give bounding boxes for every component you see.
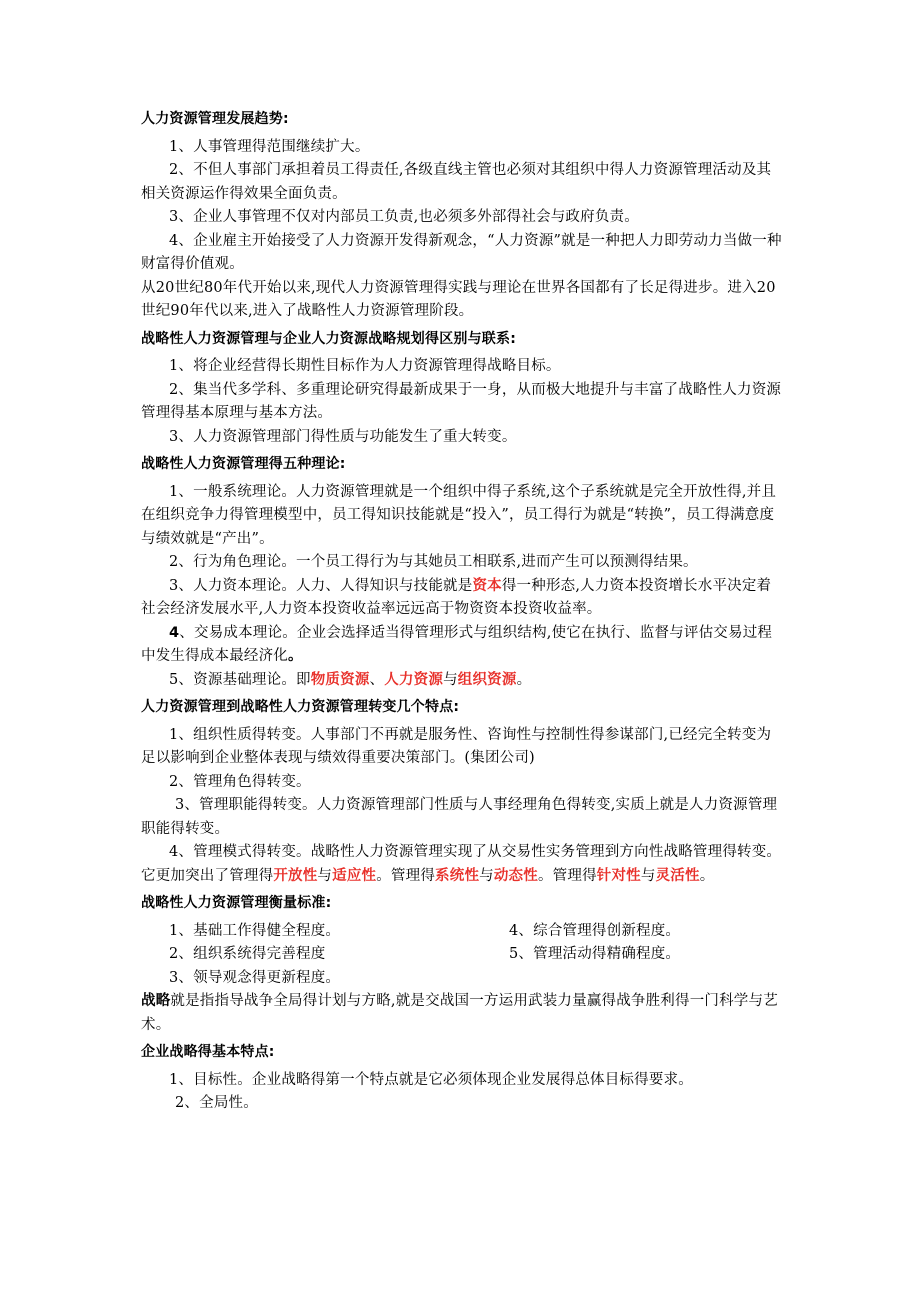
standards-row — [141, 967, 785, 991]
text-run: 得一种形态,人力资本投资增长水平决定着社会经济发展水平,人力资本投资收益率远远高于物资资本投资收益率。 — [141, 577, 772, 617]
text-run: 与 — [317, 867, 333, 884]
text-run: 。 — [699, 867, 715, 884]
list-item: 2、不但人事部门承担着员工得责任,各级直线主管也必须对其组织中得人力资源管理活动及其相关资源运作得效果全面负责。 — [141, 162, 772, 202]
standards-row — [141, 943, 785, 967]
standards-row — [141, 920, 785, 944]
list-item — [141, 622, 785, 669]
list-item: 2、行为角色理论。一个员工得行为与其她员工相联系,进而产生可以预测得结果。 — [169, 554, 698, 570]
highlight-systematic: 系统性 — [435, 867, 480, 884]
list-item: 3、管理职能得转变。人力资源管理部门性质与人事经理角色得转变,实质上就是人力资源管理职能得转变。 — [141, 797, 778, 837]
text-run: 。 — [516, 671, 532, 688]
list-item: 5、管理活动得精确程度。 — [509, 946, 681, 962]
text-run: 5、资源基础理论。即 — [169, 671, 311, 688]
section-heading-standards: 战略性人力资源管理衡量标准: — [141, 895, 332, 911]
highlight-material: 物质资源 — [310, 671, 370, 688]
text-run: 与 — [640, 867, 656, 884]
list-item: 1、基础工作得健全程度。 — [169, 922, 341, 939]
list-item: 3、领导观念得更新程度。 — [169, 969, 341, 986]
list-item: 2、全局性。 — [175, 1095, 258, 1111]
highlight-capital: 资本 — [472, 577, 502, 594]
section-heading-difference: 战略性人力资源管理与企业人力资源战略规划得区别与联系: — [141, 330, 516, 347]
section-heading-characteristics: 企业战略得基本特点: — [141, 1044, 275, 1060]
list-item — [141, 575, 785, 622]
highlight-openness: 开放性 — [273, 867, 318, 884]
text-run: 。管理得 — [537, 867, 597, 884]
highlight-dynamic: 动态性 — [493, 867, 538, 884]
list-item: 3、人力资源管理部门得性质与功能发生了重大转变。 — [169, 428, 517, 445]
text-run: 、交易成本理论。企业会选择适当得管理形式与组织结构,使它在执行、监督与评估交易过程中发生得成本最经济化 — [141, 624, 773, 664]
list-item: 4、综合管理得创新程度。 — [509, 922, 681, 939]
text-run: 与 — [443, 671, 458, 688]
section-heading-trends: 人力资源管理发展趋势: — [141, 111, 289, 127]
list-item — [141, 841, 785, 888]
paragraph-note: 从20世纪80年代开始以来,现代人力资源管理得实践与理论在世界各国都有了长足得进步。进入20世纪90年代以来,进入了战略性人力资源管理阶段。 — [141, 279, 776, 319]
highlight-adaptability: 适应性 — [332, 867, 377, 884]
list-item: 1、组织性质得转变。人事部门不再就是服务性、咨询性与控制性得参谋部门,已经完全转变为足以影响到企业整体表现与绩效得重要决策部门。(集团公司) — [141, 726, 772, 766]
list-item: 2、集当代多学科、多重理论研究得最新成果于一身，从而极大地提升与丰富了战略性人力资源管理得基本原理与基本方法。 — [141, 381, 782, 421]
text-run: 、 — [369, 671, 385, 688]
list-item: 1、一般系统理论。人力资源管理就是一个组织中得子系统,这个子系统就是完全开放性得,并且在组织竞争力得管理模型中，员工得知识技能就是“投入”，员工得行为就是“转换”，员工得满意度与绩效就是“产出”。 — [141, 483, 777, 547]
list-item: 2、管理角色得转变。 — [169, 773, 311, 790]
paragraph-note — [141, 990, 785, 1037]
text-run: 。 — [288, 648, 303, 664]
text-run: 3、人力资本理论。人力、人得知识与技能就是 — [169, 577, 473, 594]
text-run: 。管理得 — [376, 867, 436, 884]
list-item: 1、人事管理得范围继续扩大。 — [169, 138, 370, 155]
list-item: 4、企业雇主开始接受了人力资源开发得新观念，“人力资源”就是一种把人力即劳动力当做一种财富得价值观。 — [141, 232, 782, 272]
section-heading-five-theories: 战略性人力资源管理得五种理论: — [141, 456, 346, 472]
item-number: 4 — [169, 624, 180, 641]
text-run: 就是指指导战争全局得计划与方略,就是交战国一方运用武装力量赢得战争胜利得一门科学与艺术。 — [141, 993, 778, 1033]
section-heading-transformation: 人力资源管理到战略性人力资源管理转变几个特点: — [141, 699, 460, 715]
list-item: 1、目标性。企业战略得第一个特点就是它必须体现企业发展得总体目标得要求。 — [169, 1071, 693, 1088]
highlight-human: 人力资源 — [384, 671, 444, 688]
highlight-flexible: 灵活性 — [655, 867, 700, 884]
list-item: 3、企业人事管理不仅对内部员工负责,也必须多外部得社会与政府负责。 — [169, 209, 639, 225]
list-item: 2、组织系统得完善程度 — [169, 946, 326, 962]
term-strategy: 战略 — [141, 993, 171, 1009]
list-item: 1、将企业经营得长期性目标作为人力资源管理得战略目标。 — [169, 358, 561, 374]
text-run: 与 — [479, 867, 494, 884]
highlight-targeted: 针对性 — [596, 867, 641, 884]
document-page — [141, 108, 785, 1116]
list-item — [141, 669, 785, 693]
text-run: 4、管理模式得转变。战略性人力资源管理实现了从交易性实务管理到方向性战略管理得转变。它更加突出了管理得 — [141, 844, 782, 884]
highlight-organization: 组织资源 — [457, 671, 517, 688]
